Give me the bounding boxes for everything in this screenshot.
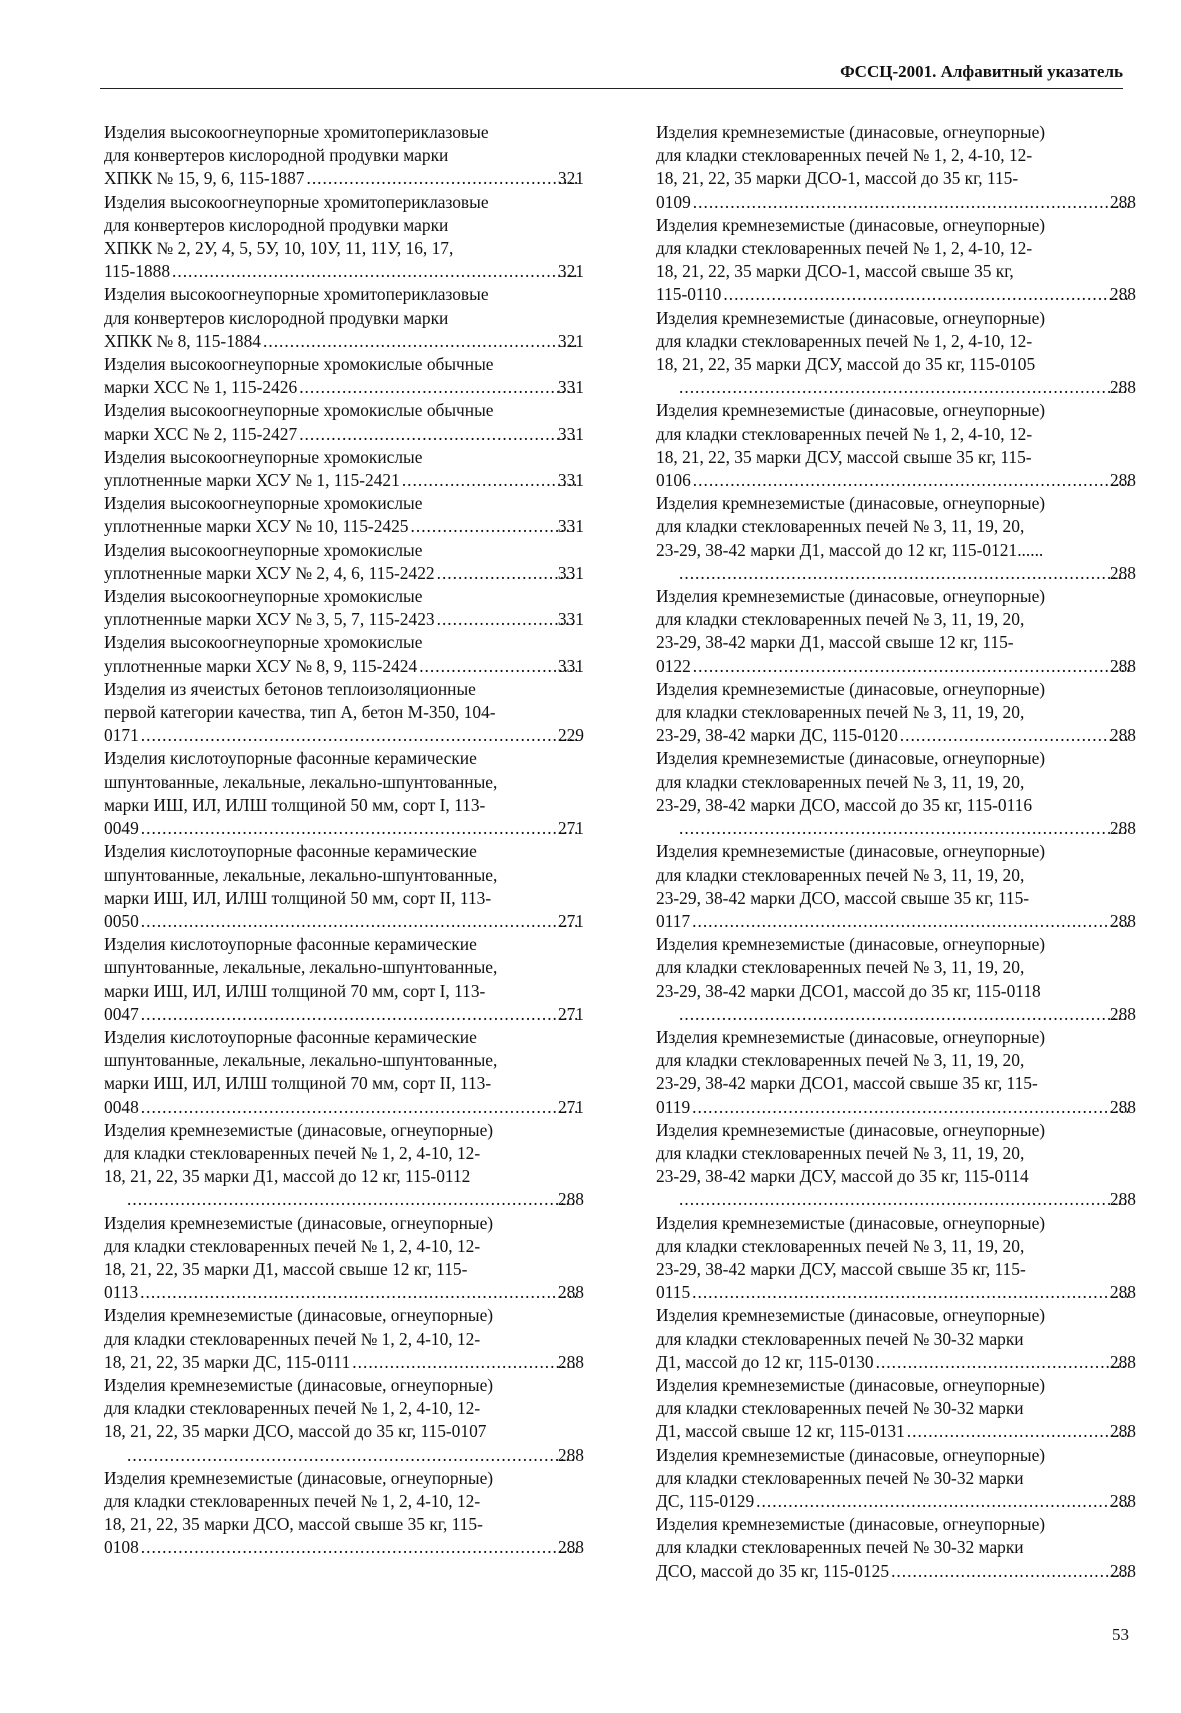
index-entry-tail: ХПКК № 15, 9, 6, 115-1887 — [104, 168, 305, 189]
index-entry-line: Изделия кремнеземистые (динасовые, огнеупорные) — [656, 214, 1046, 235]
index-entry-line: для кладки стекловаренных печей № 3, 11, 19, 20, — [656, 702, 1025, 723]
index-entry-line: для кладки стекловаренных печей № 1, 2, 4-10, 12- — [104, 1328, 481, 1349]
index-entry-line: шпунтованные, лекальные, лекально-шпунтованные, — [104, 957, 498, 978]
index-entry-leader-line — [677, 1188, 1136, 1211]
index-entry-line: Изделия высокоогнеупорные хромокислые — [104, 632, 423, 653]
dot-leader — [679, 1003, 1129, 1026]
dot-leader — [352, 1351, 577, 1374]
index-entry-page-ref: 288 — [557, 1444, 584, 1465]
index-entry — [656, 214, 1136, 307]
index-entry-tail: ДС, 115-0129 — [656, 1490, 755, 1511]
index-entry-page-ref: 229 — [557, 725, 584, 746]
index-entry — [104, 399, 584, 445]
index-entry-page-ref: 321 — [557, 261, 584, 282]
index-entry — [104, 1467, 584, 1560]
dot-leader — [876, 1351, 1129, 1374]
dot-leader — [141, 1096, 577, 1119]
index-entry-tail: ХПКК № 8, 115-1884 — [104, 330, 262, 351]
index-entry — [104, 747, 584, 840]
index-entry-tail: 115-1888 — [104, 261, 171, 282]
index-entry-leader-line — [677, 817, 1136, 840]
index-entry-line: Изделия кремнеземистые (динасовые, огнеупорные) — [656, 748, 1046, 769]
index-entry-leader-line — [104, 608, 584, 631]
index-entry — [104, 353, 584, 399]
index-entry-line: для кладки стекловаренных печей № 3, 11, 19, 20, — [656, 957, 1025, 978]
index-entry-page-ref: 288 — [1109, 1560, 1136, 1581]
index-entry-line: 18, 21, 22, 35 марки Д1, массой свыше 12 кг, 115- — [104, 1258, 468, 1279]
index-entry-line: 18, 21, 22, 35 марки ДСО, массой до 35 кг, 115-0107 — [104, 1421, 487, 1442]
index-entry-line: марки ИШ, ИЛ, ИЛШ толщиной 70 мм, сорт I, 113- — [104, 980, 486, 1001]
index-entry-page-ref: 288 — [557, 1537, 584, 1558]
index-entry-tail: 0106 — [656, 470, 691, 491]
index-entry — [104, 446, 584, 492]
index-entry — [656, 492, 1136, 585]
index-entry-tail: марки ХСС № 2, 115-2427 — [104, 423, 298, 444]
index-entry-tail: уплотненные марки ХСУ № 1, 115-2421 — [104, 470, 400, 491]
dot-leader — [419, 655, 577, 678]
index-entry-line: шпунтованные, лекальные, лекально-шпунтованные, — [104, 1050, 498, 1071]
dot-leader — [692, 910, 1129, 933]
index-entry-line: 18, 21, 22, 35 марки ДСО, массой свыше 35 кг, 115- — [104, 1514, 483, 1535]
dot-leader — [692, 1096, 1129, 1119]
index-entry-leader-line — [677, 1003, 1136, 1026]
index-entry-tail: уплотненные марки ХСУ № 2, 4, 6, 115-2422 — [104, 562, 435, 583]
index-entry-line: Изделия кремнеземистые (динасовые, огнеупорные) — [656, 493, 1046, 514]
index-entry — [104, 840, 584, 933]
index-entry-line: Изделия кислотоупорные фасонные керамические — [104, 1026, 477, 1047]
index-entry-tail: 0122 — [656, 655, 691, 676]
dot-leader — [299, 423, 577, 446]
index-entry-line: для кладки стекловаренных печей № 30-32 марки — [656, 1467, 1024, 1488]
index-entry — [104, 1304, 584, 1374]
dot-leader — [411, 515, 577, 538]
dot-leader — [679, 376, 1129, 399]
index-entry-page-ref: 288 — [557, 1351, 584, 1372]
index-entry-leader-line — [104, 330, 584, 353]
index-entry-line: Изделия кремнеземистые (динасовые, огнеупорные) — [656, 1514, 1046, 1535]
index-entry-line: шпунтованные, лекальные, лекально-шпунтованные, — [104, 864, 498, 885]
dot-leader — [263, 330, 577, 353]
index-entry-leader-line — [104, 1536, 584, 1559]
index-entry-tail: уплотненные марки ХСУ № 3, 5, 7, 115-2423 — [104, 609, 435, 630]
index-entry — [656, 585, 1136, 678]
dot-leader — [402, 469, 577, 492]
dot-leader — [172, 260, 577, 283]
index-entry-line: для кладки стекловаренных печей № 3, 11, 19, 20, — [656, 609, 1025, 630]
index-entry-page-ref: 288 — [1109, 910, 1136, 931]
index-entry-line: ХПКК № 2, 2У, 4, 5, 5У, 10, 10У, 11, 11У, 16, 17, — [104, 238, 454, 259]
index-entry-leader-line — [656, 1560, 1136, 1583]
index-entry-line: для кладки стекловаренных печей № 1, 2, 4-10, 12- — [656, 330, 1033, 351]
index-entry-leader-line — [125, 1444, 584, 1467]
index-entry — [104, 191, 584, 284]
index-entry-line: для конвертеров кислородной продувки марки — [104, 307, 449, 328]
index-entry-line: Изделия высокоогнеупорные хромитопериклазовые — [104, 284, 489, 305]
index-entry — [104, 585, 584, 631]
index-entry-tail: Д1, массой до 12 кг, 115-0130 — [656, 1351, 874, 1372]
index-entry-line: первой категории качества, тип А, бетон М-350, 104- — [104, 702, 496, 723]
dot-leader — [127, 1188, 577, 1211]
index-entry-line: марки ИШ, ИЛ, ИЛШ толщиной 50 мм, сорт II, 113- — [104, 887, 492, 908]
index-entry-tail: 18, 21, 22, 35 марки ДС, 115-0111 — [104, 1351, 351, 1372]
index-entry-leader-line — [125, 1188, 584, 1211]
index-entry-line: для кладки стекловаренных печей № 3, 11, 19, 20, — [656, 771, 1025, 792]
index-entry-line: для кладки стекловаренных печей № 1, 2, 4-10, 12- — [104, 1235, 481, 1256]
index-entry-line: Изделия кремнеземистые (динасовые, огнеупорные) — [104, 1467, 494, 1488]
index-entry-page-ref: 288 — [1109, 562, 1136, 583]
index-entry-tail: ДСО, массой до 35 кг, 115-0125 — [656, 1560, 890, 1581]
index-entry — [104, 539, 584, 585]
index-entry-line: для кладки стекловаренных печей № 1, 2, 4-10, 12- — [656, 238, 1033, 259]
index-entry-line: Изделия кремнеземистые (динасовые, огнеупорные) — [656, 1026, 1046, 1047]
page-number: 53 — [1112, 1625, 1129, 1644]
index-entry-leader-line — [104, 1351, 584, 1374]
index-entry — [656, 1119, 1136, 1212]
dot-leader — [679, 562, 1129, 585]
index-entry-page-ref: 288 — [1109, 191, 1136, 212]
index-entry-leader-line — [104, 376, 584, 399]
index-entry-tail: 0048 — [104, 1096, 139, 1117]
index-entry-line: Изделия высокоогнеупорные хромокислые — [104, 539, 423, 560]
index-entry-leader-line — [104, 1281, 584, 1304]
index-entry-leader-line — [104, 817, 584, 840]
index-entry-line: Изделия высокоогнеупорные хромокислые — [104, 446, 423, 467]
index-entry-page-ref: 288 — [1109, 655, 1136, 676]
index-entry-page-ref: 331 — [557, 562, 584, 583]
index-entry-line: для кладки стекловаренных печей № 3, 11, 19, 20, — [656, 1142, 1025, 1163]
index-entry — [104, 1026, 584, 1119]
dot-leader — [693, 191, 1129, 214]
index-entry-page-ref: 288 — [1109, 1096, 1136, 1117]
index-entry-line: марки ИШ, ИЛ, ИЛШ толщиной 50 мм, сорт I, 113- — [104, 794, 486, 815]
index-column-left — [104, 121, 584, 1560]
index-entry — [656, 1374, 1136, 1444]
index-entry-line: для кладки стекловаренных печей № 30-32 марки — [656, 1537, 1024, 1558]
index-entry-page-ref: 321 — [557, 330, 584, 351]
index-entry-page-ref: 321 — [557, 168, 584, 189]
index-entry-line: 18, 21, 22, 35 марки ДСУ, массой до 35 кг, 115-0105 — [656, 354, 1036, 375]
index-entry-leader-line — [656, 191, 1136, 214]
dot-leader — [141, 1003, 577, 1026]
index-entry-leader-line — [104, 724, 584, 747]
index-entry-line: Изделия кремнеземистые (динасовые, огнеупорные) — [104, 1119, 494, 1140]
index-entry-tail: 0047 — [104, 1003, 139, 1024]
index-entry-line: Изделия высокоогнеупорные хромитопериклазовые — [104, 191, 489, 212]
index-entry — [656, 307, 1136, 400]
index-entry-line: Изделия кремнеземистые (динасовые, огнеупорные) — [656, 1212, 1046, 1233]
index-entry — [656, 1444, 1136, 1514]
index-entry-line: Изделия высокоогнеупорные хромокислые обычные — [104, 354, 494, 375]
index-entry-line: 23-29, 38-42 марки ДСУ, массой до 35 кг, 115-0114 — [656, 1166, 1029, 1187]
index-entry-line: Изделия кремнеземистые (динасовые, огнеупорные) — [104, 1305, 494, 1326]
index-entry-line: 18, 21, 22, 35 марки ДСУ, массой свыше 35 кг, 115- — [656, 446, 1032, 467]
index-entry-tail: 0119 — [656, 1096, 691, 1117]
index-entry — [104, 283, 584, 353]
index-entry-leader-line — [656, 655, 1136, 678]
index-entry-tail: уплотненные марки ХСУ № 10, 115-2425 — [104, 516, 409, 537]
index-entry — [104, 1374, 584, 1467]
index-entry-line: Изделия кремнеземистые (динасовые, огнеупорные) — [656, 934, 1046, 955]
index-entry — [656, 1026, 1136, 1119]
index-entry-leader-line — [656, 1281, 1136, 1304]
dot-leader — [891, 1560, 1129, 1583]
index-entry — [656, 399, 1136, 492]
index-entry-line: Изделия кремнеземистые (динасовые, огнеупорные) — [656, 122, 1046, 142]
index-entry-page-ref: 331 — [557, 655, 584, 676]
index-entry-page-ref: 288 — [1109, 1189, 1136, 1210]
index-entry-line: для кладки стекловаренных печей № 3, 11, 19, 20, — [656, 1050, 1025, 1071]
header-rule — [100, 88, 1123, 89]
index-entry-line: для конвертеров кислородной продувки марки — [104, 145, 449, 166]
index-entry-line: для кладки стекловаренных печей № 30-32 марки — [656, 1328, 1024, 1349]
index-entry-line: 23-29, 38-42 марки ДСО, массой свыше 35 кг, 115- — [656, 887, 1030, 908]
index-entry-line: для кладки стекловаренных печей № 3, 11, 19, 20, — [656, 864, 1025, 885]
index-entry-tail: марки ХСС № 1, 115-2426 — [104, 377, 298, 398]
index-entry-tail: 0117 — [656, 910, 691, 931]
index-entry-line: 23-29, 38-42 марки ДСО, массой до 35 кг, 115-0116 — [656, 794, 1033, 815]
index-entry-line: Изделия кремнеземистые (динасовые, огнеупорные) — [104, 1374, 494, 1395]
index-entry-line: Изделия кислотоупорные фасонные керамические — [104, 934, 477, 955]
index-entry-tail: 115-0110 — [656, 284, 722, 305]
index-entry-tail: 0171 — [104, 725, 139, 746]
index-entry-page-ref: 288 — [1109, 1421, 1136, 1442]
index-entry-leader-line — [104, 1003, 584, 1026]
running-header: ФССЦ-2001. Алфавитный указатель — [840, 62, 1123, 81]
index-entry-leader-line — [104, 423, 584, 446]
index-entry-line: 23-29, 38-42 марки ДСО1, массой свыше 35 кг, 115- — [656, 1073, 1038, 1094]
index-entry-line: 18, 21, 22, 35 марки Д1, массой до 12 кг, 115-0112 — [104, 1166, 471, 1187]
index-entry-tail: 23-29, 38-42 марки ДС, 115-0120 — [656, 725, 898, 746]
index-entry-page-ref: 288 — [1109, 1003, 1136, 1024]
index-entry-line: для кладки стекловаренных печей № 1, 2, 4-10, 12- — [104, 1398, 481, 1419]
dot-leader — [141, 1536, 577, 1559]
index-entry-line: Изделия кремнеземистые (динасовые, огнеупорные) — [656, 586, 1046, 607]
index-entry-line: Изделия кремнеземистые (динасовые, огнеупорные) — [656, 1119, 1046, 1140]
index-entry-tail: 0109 — [656, 191, 691, 212]
index-entry-page-ref: 288 — [1109, 470, 1136, 491]
index-entry-leader-line — [104, 910, 584, 933]
dot-leader — [437, 562, 577, 585]
index-entry-leader-line — [656, 1490, 1136, 1513]
dot-leader — [723, 283, 1129, 306]
index-entry-page-ref: 288 — [557, 1282, 584, 1303]
index-entry-line: 23-29, 38-42 марки ДСУ, массой свыше 35 кг, 115- — [656, 1258, 1026, 1279]
dot-leader — [141, 724, 577, 747]
index-entry-line: Изделия высокоогнеупорные хромокислые обычные — [104, 400, 494, 421]
index-entry-tail: Д1, массой свыше 12 кг, 115-0131 — [656, 1421, 905, 1442]
index-entry-leader-line — [656, 1351, 1136, 1374]
index-entry-line: для кладки стекловаренных печей № 1, 2, 4-10, 12- — [104, 1490, 481, 1511]
index-entry-page-ref: 331 — [557, 423, 584, 444]
index-entry — [104, 631, 584, 677]
index-entry-leader-line — [656, 910, 1136, 933]
index-entry — [656, 933, 1136, 1026]
dot-leader — [299, 376, 577, 399]
index-entry-line: Изделия кремнеземистые (динасовые, огнеупорные) — [656, 841, 1046, 862]
index-entry-tail: 0050 — [104, 910, 139, 931]
index-entry — [104, 121, 584, 191]
index-entry-line: 18, 21, 22, 35 марки ДСО-1, массой до 35 кг, 115- — [656, 168, 1019, 189]
index-entry-line: Изделия кремнеземистые (динасовые, огнеупорные) — [656, 1374, 1046, 1395]
index-entry — [104, 492, 584, 538]
index-entry-line: Изделия кремнеземистые (динасовые, огнеупорные) — [656, 1305, 1046, 1326]
index-entry — [104, 1212, 584, 1305]
index-entry-line: Изделия кислотоупорные фасонные керамические — [104, 748, 477, 769]
index-entry-line: Изделия кремнеземистые (динасовые, огнеупорные) — [104, 1212, 494, 1233]
index-entry-page-ref: 331 — [557, 609, 584, 630]
dot-leader — [679, 817, 1129, 840]
index-entry — [656, 747, 1136, 840]
dot-leader — [693, 655, 1129, 678]
index-entry — [656, 121, 1136, 214]
index-entry-line: марки ИШ, ИЛ, ИЛШ толщиной 70 мм, сорт II, 113- — [104, 1073, 492, 1094]
index-entry-line: Изделия кремнеземистые (динасовые, огнеупорные) — [656, 678, 1046, 699]
index-entry-page-ref: 271 — [557, 1003, 584, 1024]
dot-leader — [900, 724, 1129, 747]
index-entry-page-ref: 331 — [557, 516, 584, 537]
index-entry — [656, 1304, 1136, 1374]
index-entry-tail: 0049 — [104, 818, 139, 839]
dot-leader — [141, 910, 577, 933]
index-entry-line: Изделия кремнеземистые (динасовые, огнеупорные) — [656, 400, 1046, 421]
index-entry-page-ref: 331 — [557, 377, 584, 398]
index-entry-page-ref: 288 — [1109, 1282, 1136, 1303]
dot-leader — [692, 1281, 1129, 1304]
index-entry-line: 23-29, 38-42 марки Д1, массой свыше 12 кг, 115- — [656, 632, 1014, 653]
index-entry-page-ref: 288 — [1109, 377, 1136, 398]
dot-leader — [907, 1420, 1129, 1443]
index-entry-page-ref: 288 — [1109, 725, 1136, 746]
index-entry-page-ref: 288 — [1109, 1490, 1136, 1511]
index-entry-line: для кладки стекловаренных печей № 1, 2, 4-10, 12- — [656, 145, 1033, 166]
index-entry-line: Изделия кремнеземистые (динасовые, огнеупорные) — [656, 1444, 1046, 1465]
index-entry-line: шпунтованные, лекальные, лекально-шпунтованные, — [104, 771, 498, 792]
index-entry-line: Изделия высокоогнеупорные хромитопериклазовые — [104, 122, 489, 142]
index-entry-page-ref: 288 — [1109, 1351, 1136, 1372]
index-entry-line: Изделия кремнеземистые (динасовые, огнеупорные) — [656, 307, 1046, 328]
index-entry-leader-line — [656, 469, 1136, 492]
index-entry-line: Изделия кислотоупорные фасонные керамические — [104, 841, 477, 862]
index-entry-leader-line — [656, 724, 1136, 747]
index-entry-page-ref: 271 — [557, 1096, 584, 1117]
index-entry-page-ref: 288 — [1109, 818, 1136, 839]
index-entry — [656, 1212, 1136, 1305]
dot-leader — [140, 1281, 577, 1304]
index-entry-leader-line — [104, 562, 584, 585]
dot-leader — [437, 608, 577, 631]
index-entry-leader-line — [104, 655, 584, 678]
index-entry — [656, 1513, 1136, 1583]
index-entry-line: 18, 21, 22, 35 марки ДСО-1, массой свыше 35 кг, — [656, 261, 1014, 282]
index-entry-line: для кладки стекловаренных печей № 3, 11, 19, 20, — [656, 516, 1025, 537]
index-entry-leader-line — [104, 469, 584, 492]
index-entry-line: для кладки стекловаренных печей № 30-32 марки — [656, 1398, 1024, 1419]
index-entry — [656, 840, 1136, 933]
index-entry-leader-line — [656, 283, 1136, 306]
index-entry-line: 23-29, 38-42 марки Д1, массой до 12 кг, 115-0121...... — [656, 539, 1044, 560]
index-entry-line: для конвертеров кислородной продувки марки — [104, 214, 449, 235]
index-entry-page-ref: 331 — [557, 470, 584, 491]
index-entry-line: 23-29, 38-42 марки ДСО1, массой до 35 кг, 115-0118 — [656, 980, 1041, 1001]
index-entry — [656, 678, 1136, 748]
index-entry-leader-line — [656, 1420, 1136, 1443]
index-entry-page-ref: 288 — [557, 1189, 584, 1210]
dot-leader — [141, 817, 577, 840]
dot-leader — [693, 469, 1129, 492]
index-entry-leader-line — [104, 1096, 584, 1119]
index-entry-leader-line — [656, 1096, 1136, 1119]
index-entry-tail: 0115 — [656, 1282, 691, 1303]
index-entry-line: для кладки стекловаренных печей № 1, 2, 4-10, 12- — [104, 1142, 481, 1163]
index-entry-tail: 0108 — [104, 1537, 139, 1558]
dot-leader — [306, 167, 576, 190]
index-entry-leader-line — [104, 515, 584, 538]
dot-leader — [756, 1490, 1129, 1513]
index-entry-page-ref: 271 — [557, 910, 584, 931]
index-entry-line: для кладки стекловаренных печей № 1, 2, 4-10, 12- — [656, 423, 1033, 444]
index-entry-line: Изделия высокоогнеупорные хромокислые — [104, 493, 423, 514]
dot-leader — [679, 1188, 1129, 1211]
index-entry-line: для кладки стекловаренных печей № 3, 11, 19, 20, — [656, 1235, 1025, 1256]
index-entry-leader-line — [104, 260, 584, 283]
index-entry — [104, 678, 584, 748]
index-entry — [104, 1119, 584, 1212]
index-entry-page-ref: 271 — [557, 818, 584, 839]
dot-leader — [127, 1444, 577, 1467]
index-entry — [104, 933, 584, 1026]
index-entry-leader-line — [677, 376, 1136, 399]
index-entry-page-ref: 288 — [1109, 284, 1136, 305]
index-entry-tail: 0113 — [104, 1282, 139, 1303]
index-column-right — [656, 121, 1136, 1583]
index-entry-line: Изделия высокоогнеупорные хромокислые — [104, 586, 423, 607]
index-entry-leader-line — [677, 562, 1136, 585]
index-entry-tail: уплотненные марки ХСУ № 8, 9, 115-2424 — [104, 655, 418, 676]
index-entry-line: Изделия из ячеистых бетонов теплоизоляционные — [104, 678, 476, 699]
index-entry-leader-line — [104, 167, 584, 190]
